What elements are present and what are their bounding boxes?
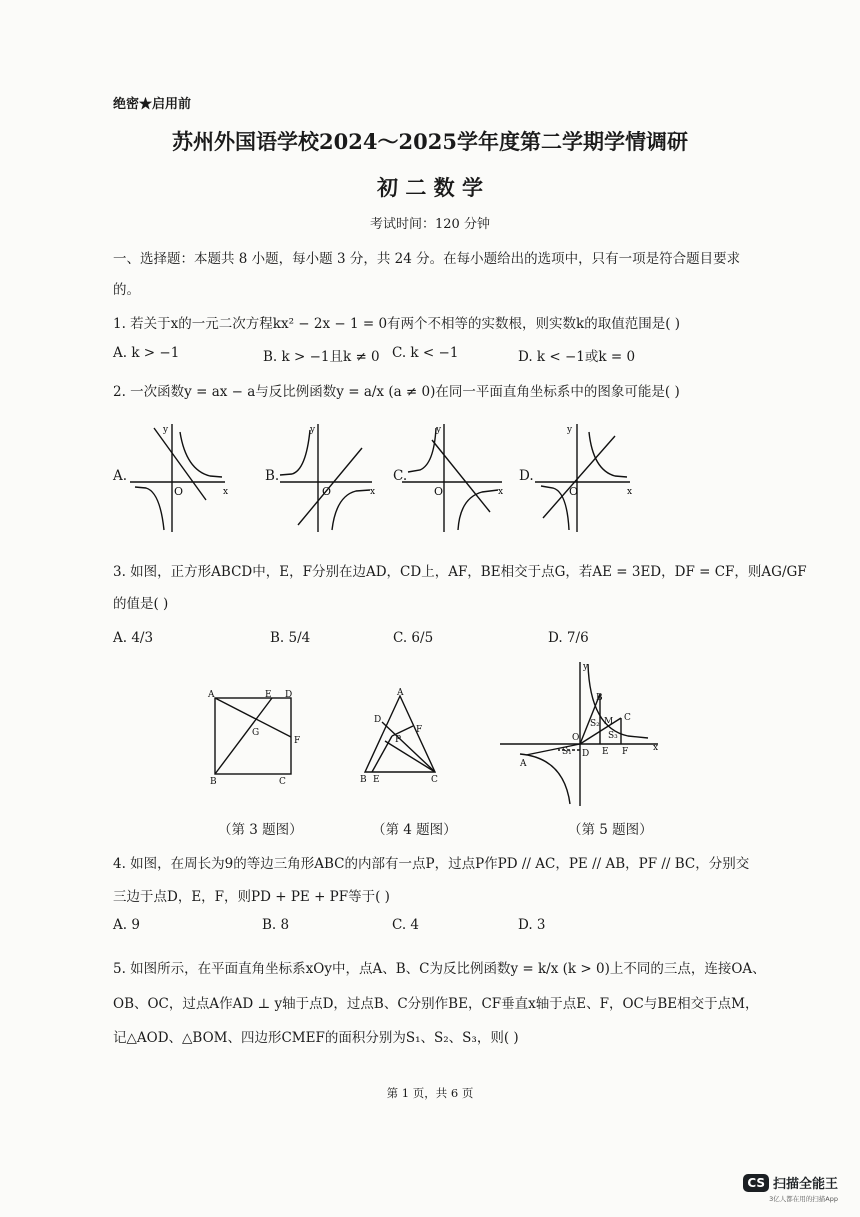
fig4-caption: （第 4 题图） xyxy=(372,822,457,838)
q2c-origin: O xyxy=(434,485,444,498)
q2-option-d: D. xyxy=(519,468,534,484)
q5-stem: 5. 如图所示，在平面直角坐标系xOy中，点A、B、C为反比例函数y = k/x (k > 0)上不同的三点，连接OA、 xyxy=(113,961,766,977)
fig5-label-b: B xyxy=(596,693,603,703)
q1-option-d: D. k < −1或k = 0 xyxy=(518,349,636,365)
fig5-label-d: D xyxy=(582,749,590,759)
fig5-label-s1: S₁ xyxy=(562,747,572,757)
q2a-y-label: y xyxy=(163,425,169,435)
fig5-label-a: A xyxy=(520,759,527,769)
camscanner-logo-icon: CS xyxy=(743,1174,769,1192)
q2-graph-a xyxy=(130,420,230,532)
fig3-label-f: F xyxy=(294,736,301,746)
q2b-origin: O xyxy=(322,485,332,498)
q3-stem: 3. 如图，正方形ABCD中，E，F分别在边AD，CD上，AF，BE相交于点G，若AE = 3ED，DF = CF，则AG/GF xyxy=(113,564,807,580)
scanner-watermark xyxy=(743,1172,838,1204)
q4-option-d: D. 3 xyxy=(518,917,546,933)
q1-option-b: B. k > −1且k ≠ 0 xyxy=(263,349,380,365)
watermark-tagline: 3亿人都在用的扫描App xyxy=(769,1195,838,1203)
fig4-label-p: P xyxy=(395,735,402,745)
q3-option-b: B. 5/4 xyxy=(270,630,311,646)
fig4-label-d: D xyxy=(374,715,382,725)
q5-stem-l2: OB、OC，过点A作AD ⊥ y轴于点D，过点B、C分别作BE，CF垂直x轴于点E、F，OC与BE相交于点M， xyxy=(113,996,759,1012)
q3-option-c: C. 6/5 xyxy=(393,630,434,646)
q3-stem-cont: 的值是( ) xyxy=(113,596,169,612)
q4-option-c: C. 4 xyxy=(392,917,420,933)
q2d-x-label: x xyxy=(627,487,633,497)
fig4-label-f: F xyxy=(416,725,423,735)
fig5-label-c: C xyxy=(624,713,631,723)
figure-4 xyxy=(355,686,445,786)
figure-5 xyxy=(498,658,663,808)
q2-stem: 2. 一次函数y = ax − a与反比例函数y = a/x (a ≠ 0)在同一平面直角坐标系中的图象可能是( ) xyxy=(113,384,680,400)
watermark-name: 扫描全能王 xyxy=(772,1177,838,1192)
q2a-x-label: x xyxy=(223,487,229,497)
q2-option-b: B. xyxy=(265,468,280,484)
q2b-y-label: y xyxy=(310,425,316,435)
fig3-label-d: D xyxy=(285,690,293,700)
q2d-origin: O xyxy=(569,485,579,498)
q5-stem-l3: 记△AOD、△BOM、四边形CMEF的面积分别为S₁、S₂、S₃，则( ) xyxy=(113,1030,519,1046)
fig5-label-x: x xyxy=(653,743,659,753)
fig5-label-f: F xyxy=(622,747,629,757)
fig3-label-b: B xyxy=(210,777,217,787)
q2-option-c: C. xyxy=(393,468,408,484)
q2-graph-c xyxy=(402,420,512,532)
fig4-label-b: B xyxy=(360,775,367,785)
q4-stem-cont: 三边于点D，E，F，则PD + PE + PF等于( ) xyxy=(113,889,390,905)
q2a-origin: O xyxy=(174,485,184,498)
q2-graph-d xyxy=(535,420,635,532)
fig3-label-a: A xyxy=(208,690,215,700)
fig3-label-g: G xyxy=(252,728,260,738)
q4-stem: 4. 如图，在周长为9的等边三角形ABC的内部有一点P，过点P作PD // AC，PE // AB，PF // BC，分别交 xyxy=(113,856,750,872)
exam-time: 考试时间：120 分钟 xyxy=(370,217,490,232)
subject-title: 初 二 数 学 xyxy=(377,175,483,200)
fig4-label-a: A xyxy=(397,688,404,698)
q3-option-a: A. 4/3 xyxy=(113,630,154,646)
fig5-label-s2: S₂ xyxy=(590,719,600,729)
fig4-label-c: C xyxy=(431,775,438,785)
q2c-y-label: y xyxy=(436,425,442,435)
q4-option-b: B. 8 xyxy=(262,917,290,933)
q2d-y-label: y xyxy=(567,425,573,435)
fig5-label-o: O xyxy=(572,733,580,743)
section-heading-cont: 的。 xyxy=(113,282,140,298)
fig3-label-c: C xyxy=(279,777,286,787)
q2-option-a: A. xyxy=(113,468,128,484)
q3-option-d: D. 7/6 xyxy=(548,630,589,646)
fig5-label-e: E xyxy=(602,747,609,757)
fig5-label-y: y xyxy=(583,662,589,672)
q1-option-a: A. k > −1 xyxy=(113,345,180,361)
q4-option-a: A. 9 xyxy=(113,917,140,933)
fig5-caption: （第 5 题图） xyxy=(568,822,653,838)
secret-label: 绝密★启用前 xyxy=(113,97,192,112)
q1-stem: 1. 若关于x的一元二次方程kx² − 2x − 1 = 0有两个不相等的实数根，则实数k的取值范围是( ) xyxy=(113,316,681,332)
exam-title: 苏州外国语学校2024～2025学年度第二学期学情调研 xyxy=(172,129,688,154)
section-heading: 一、选择题：本题共 8 小题，每小题 3 分，共 24 分。在每小题给出的选项中，只有一项是符合题目要求 xyxy=(113,251,741,267)
fig3-caption: （第 3 题图） xyxy=(218,822,303,838)
q2-graph-b xyxy=(280,420,380,532)
fig3-label-e: E xyxy=(265,690,272,700)
q2c-x-label: x xyxy=(498,487,504,497)
q2b-x-label: x xyxy=(370,487,376,497)
q1-option-c: C. k < −1 xyxy=(392,345,459,361)
figure-3 xyxy=(205,688,315,788)
fig5-label-m: M xyxy=(604,717,614,727)
fig5-label-s3: S₃ xyxy=(608,731,618,741)
page-number: 第 1 页，共 6 页 xyxy=(386,1086,474,1100)
fig4-label-e: E xyxy=(373,775,380,785)
